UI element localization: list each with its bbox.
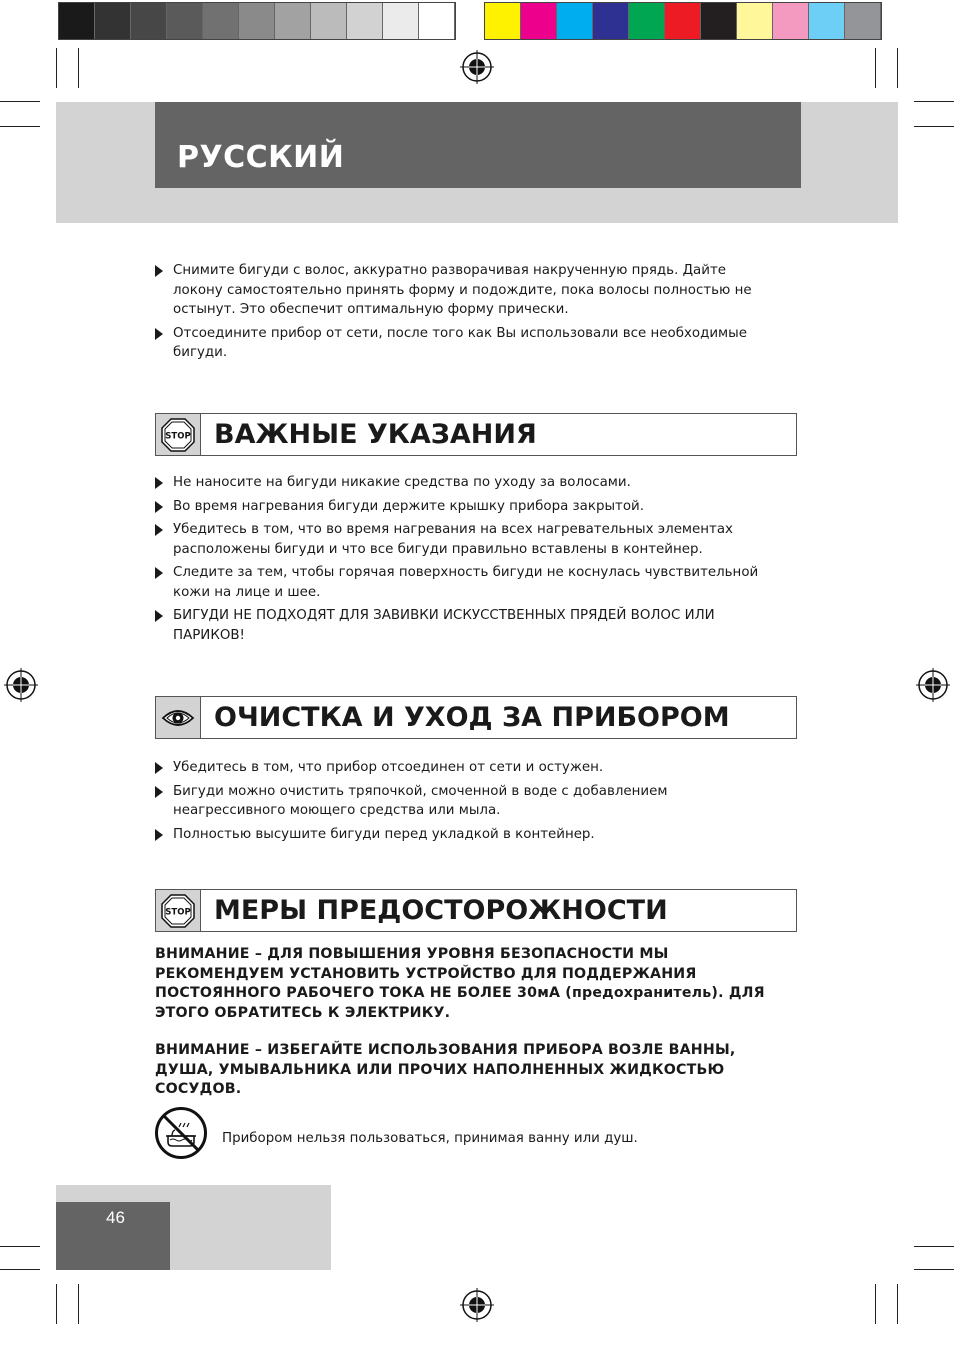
crop-mark <box>914 1269 954 1270</box>
color-swatch <box>773 3 809 39</box>
color-swatch <box>737 3 773 39</box>
bullet-triangle-icon <box>155 265 163 277</box>
registration-mark-icon <box>4 668 38 702</box>
color-swatch <box>59 3 95 39</box>
page-title: РУССКИЙ <box>177 140 345 175</box>
bullet-text: Снимите бигуди с волос, аккуратно разворачивая накрученную прядь. Дайте локону самостоятельно принять форму и подождите, пока волосы полностью не остынут. Это обеспечит оптимальную форму прически. <box>173 263 752 317</box>
bullet-triangle-icon <box>155 567 163 579</box>
bullet-text: Убедитесь в том, что во время нагревания на всех нагревательных элементах расположены бигуди и что все бигуди правильно вставлены в контейнер. <box>173 522 733 557</box>
color-swatch <box>383 3 419 39</box>
crop-mark <box>914 1246 954 1247</box>
crop-mark <box>875 1284 876 1324</box>
crop-mark <box>0 126 40 127</box>
color-swatch <box>845 3 881 39</box>
list-item <box>155 782 775 821</box>
crop-mark <box>78 1284 79 1324</box>
color-swatch <box>167 3 203 39</box>
crop-mark <box>897 48 898 88</box>
bullet-text: Во время нагревания бигуди держите крышку прибора закрытой. <box>173 498 644 514</box>
color-swatch <box>311 3 347 39</box>
section-title: ОЧИСТКА И УХОД ЗА ПРИБОРОМ <box>214 702 730 733</box>
crop-mark <box>0 1246 40 1247</box>
registration-mark-icon <box>460 1288 494 1322</box>
warning-text-rcd: ВНИМАНИЕ – ДЛЯ ПОВЫШЕНИЯ УРОВНЯ БЕЗОПАСНОСТИ МЫ РЕКОМЕНДУЕМ УСТАНОВИТЬ УСТРОЙСТВО ДЛЯ ПОДДЕРЖАНИЯ ПОСТОЯННОГО РАБОЧЕГО ТОКА НЕ БОЛЕЕ 30мА (предохранитель). ДЛЯ ЭТОГО ОБРАТИТЕСЬ К ЭЛЕКТРИКУ. <box>155 946 765 1021</box>
no-bath-note: Прибором нельзя пользоваться, принимая ванну или душ. <box>222 1131 638 1146</box>
color-swatch <box>275 3 311 39</box>
crop-mark <box>914 101 954 102</box>
crop-mark <box>0 101 40 102</box>
section-icon-box <box>156 890 201 931</box>
stop-icon <box>161 894 195 928</box>
list-item <box>155 473 775 493</box>
stop-icon-text: STOP <box>165 907 191 917</box>
bullet-triangle-icon <box>155 762 163 774</box>
list-item <box>155 497 775 517</box>
eye-icon <box>161 701 195 735</box>
registration-mark-icon <box>460 50 494 84</box>
important-bullet-list <box>155 473 775 649</box>
bullet-triangle-icon <box>155 477 163 489</box>
cleaning-bullet-list <box>155 758 775 848</box>
bullet-text: Бигуди можно очистить тряпочкой, смоченной в воде с добавлением неагрессивного моющего средства или мыла. <box>173 783 668 818</box>
color-swatch <box>347 3 383 39</box>
color-swatch <box>593 3 629 39</box>
bullet-text: Убедитесь в том, что прибор отсоединен от сети и остужен. <box>173 760 604 775</box>
section-icon-box <box>156 697 201 738</box>
page-number: 46 <box>106 1208 125 1227</box>
color-swatch <box>809 3 845 39</box>
bullet-triangle-icon <box>155 786 163 798</box>
bullet-text: Не наносите на бигуди никакие средства по уходу за волосами. <box>173 475 631 490</box>
list-item <box>155 758 775 778</box>
grayscale-bar <box>58 2 456 40</box>
intro-bullet-list <box>155 261 775 367</box>
color-swatch <box>419 3 455 39</box>
color-swatch <box>239 3 275 39</box>
bullet-triangle-icon <box>155 328 163 340</box>
color-swatch <box>95 3 131 39</box>
color-swatch <box>557 3 593 39</box>
crop-mark <box>914 126 954 127</box>
bullet-text: Следите за тем, чтобы горячая поверхность бигуди не коснулась чувствительной кожи на лице и шее. <box>173 565 759 600</box>
section-important-header <box>155 413 797 456</box>
bullet-text: БИГУДИ НЕ ПОДХОДЯТ ДЛЯ ЗАВИВКИ ИСКУССТВЕННЫХ ПРЯДЕЙ ВОЛОС ИЛИ ПАРИКОВ! <box>173 608 715 643</box>
section-cleaning-header <box>155 696 797 739</box>
crop-mark <box>56 1284 57 1324</box>
color-swatch <box>629 3 665 39</box>
bullet-text: Отсоедините прибор от сети, после того как Вы использовали все необходимые бигуди. <box>173 325 747 360</box>
section-icon-box <box>156 414 201 455</box>
stop-icon-text: STOP <box>165 431 191 441</box>
warning-text-water: ВНИМАНИЕ – ИЗБЕГАЙТЕ ИСПОЛЬЗОВАНИЯ ПРИБОРА ВОЗЛЕ ВАННЫ, ДУША, УМЫВАЛЬНИКА ИЛИ ПРОЧИХ НАПОЛНЕННЫХ ЖИДКОСТЬЮ СОСУДОВ. <box>155 1042 736 1097</box>
list-item <box>155 324 775 363</box>
color-swatch <box>131 3 167 39</box>
color-swatch <box>701 3 737 39</box>
crop-mark <box>875 48 876 88</box>
bullet-triangle-icon <box>155 501 163 513</box>
color-bar <box>484 2 882 40</box>
section-precautions-header <box>155 889 797 932</box>
stop-icon <box>161 418 195 452</box>
crop-mark <box>897 1284 898 1324</box>
list-item <box>155 261 775 320</box>
crop-mark <box>78 48 79 88</box>
bullet-triangle-icon <box>155 610 163 622</box>
section-title: ВАЖНЫЕ УКАЗАНИЯ <box>214 419 537 450</box>
list-item <box>155 563 775 602</box>
color-swatch <box>485 3 521 39</box>
bullet-text: Полностью высушите бигуди перед укладкой в контейнер. <box>173 826 595 842</box>
no-bath-icon <box>154 1106 208 1160</box>
list-item <box>155 825 775 845</box>
color-swatch <box>665 3 701 39</box>
list-item <box>155 520 775 559</box>
bullet-triangle-icon <box>155 829 163 841</box>
crop-mark <box>56 48 57 88</box>
bullet-triangle-icon <box>155 524 163 536</box>
color-swatch <box>203 3 239 39</box>
color-swatch <box>521 3 557 39</box>
crop-mark <box>0 1269 40 1270</box>
section-title: МЕРЫ ПРЕДОСТОРОЖНОСТИ <box>214 895 668 926</box>
registration-mark-icon <box>916 668 950 702</box>
list-item <box>155 606 775 645</box>
